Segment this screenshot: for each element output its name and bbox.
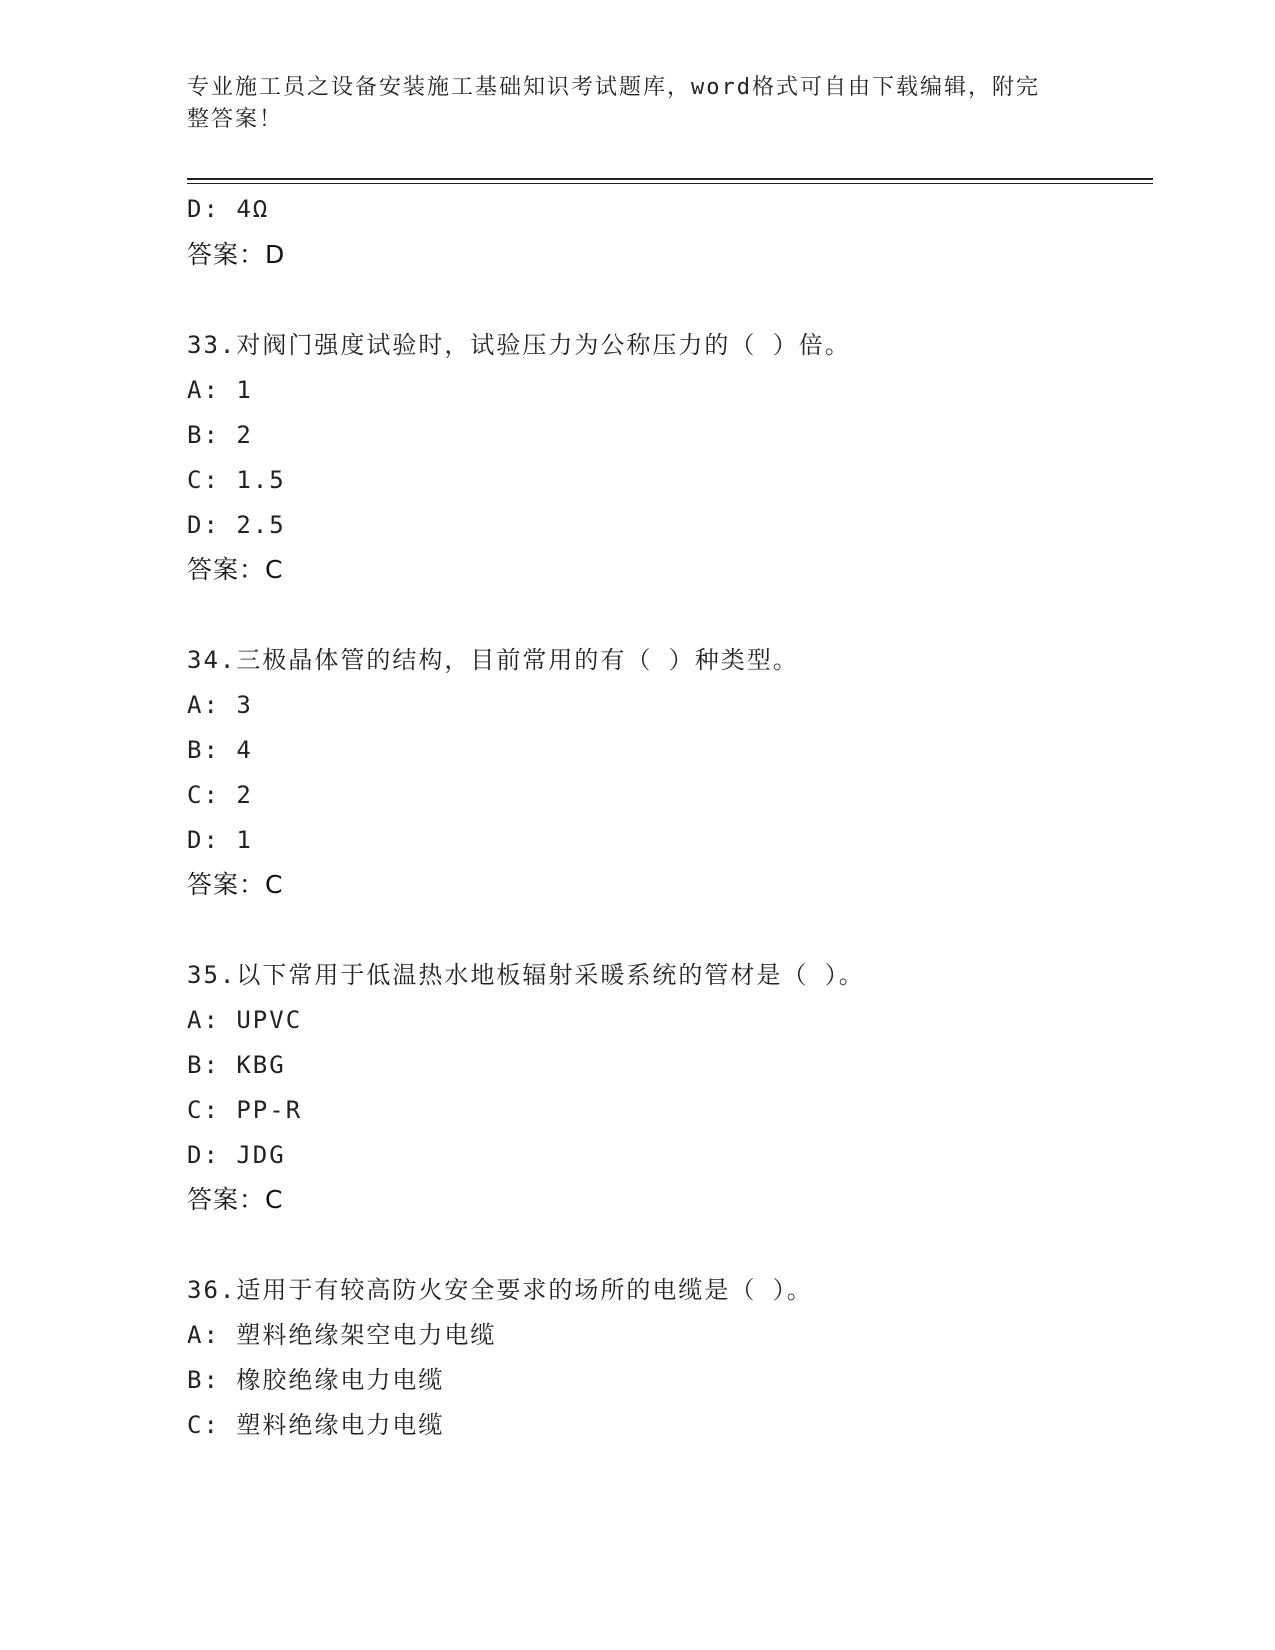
header-divider-thick: [187, 178, 1153, 180]
document-header: [187, 72, 1067, 136]
question-33-stem: 33.对阀门强度试验时，试验压力为公称压力的（ ）倍。: [187, 331, 851, 359]
question-33-option-b: B: 2: [187, 421, 253, 449]
prev-question-answer: 答案：D: [187, 240, 286, 269]
question-33-option-a: A: 1: [187, 376, 253, 404]
question-36-stem: 36.适用于有较高防火安全要求的场所的电缆是（ ）。: [187, 1276, 813, 1304]
question-33-option-d: D: 2.5: [187, 511, 286, 539]
question-34-stem: 34.三极晶体管的结构，目前常用的有（ ）种类型。: [187, 646, 799, 674]
question-35-option-a: A: UPVC: [187, 1006, 303, 1034]
question-35-option-c: C: PP-R: [187, 1096, 303, 1124]
question-34-option-d: D: 1: [187, 826, 253, 854]
question-34-option-b: B: 4: [187, 736, 253, 764]
question-34-option-a: A: 3: [187, 691, 253, 719]
prev-question-option-d: D: 4Ω: [187, 195, 270, 223]
question-36-option-a: A: 塑料绝缘架空电力电缆: [187, 1321, 497, 1349]
question-36-option-b: B: 橡胶绝缘电力电缆: [187, 1366, 445, 1394]
question-35-option-d: D: JDG: [187, 1141, 286, 1169]
question-33-answer: 答案：C: [187, 555, 284, 584]
question-34-option-c: C: 2: [187, 781, 253, 809]
question-34-answer: 答案：C: [187, 870, 284, 899]
question-35-answer: 答案：C: [187, 1185, 284, 1214]
question-36-option-c: C: 塑料绝缘电力电缆: [187, 1411, 445, 1439]
header-title-line-2: 整答案！: [187, 107, 284, 132]
question-33-option-c: C: 1.5: [187, 466, 286, 494]
header-title-line-1: 专业施工员之设备安装施工基础知识考试题库，word格式可自由下载编辑，附完: [187, 75, 1040, 100]
question-35-stem: 35.以下常用于低温热水地板辐射采暖系统的管材是（ ）。: [187, 961, 865, 989]
question-35-option-b: B: KBG: [187, 1051, 286, 1079]
header-divider-thin: [187, 183, 1153, 184]
